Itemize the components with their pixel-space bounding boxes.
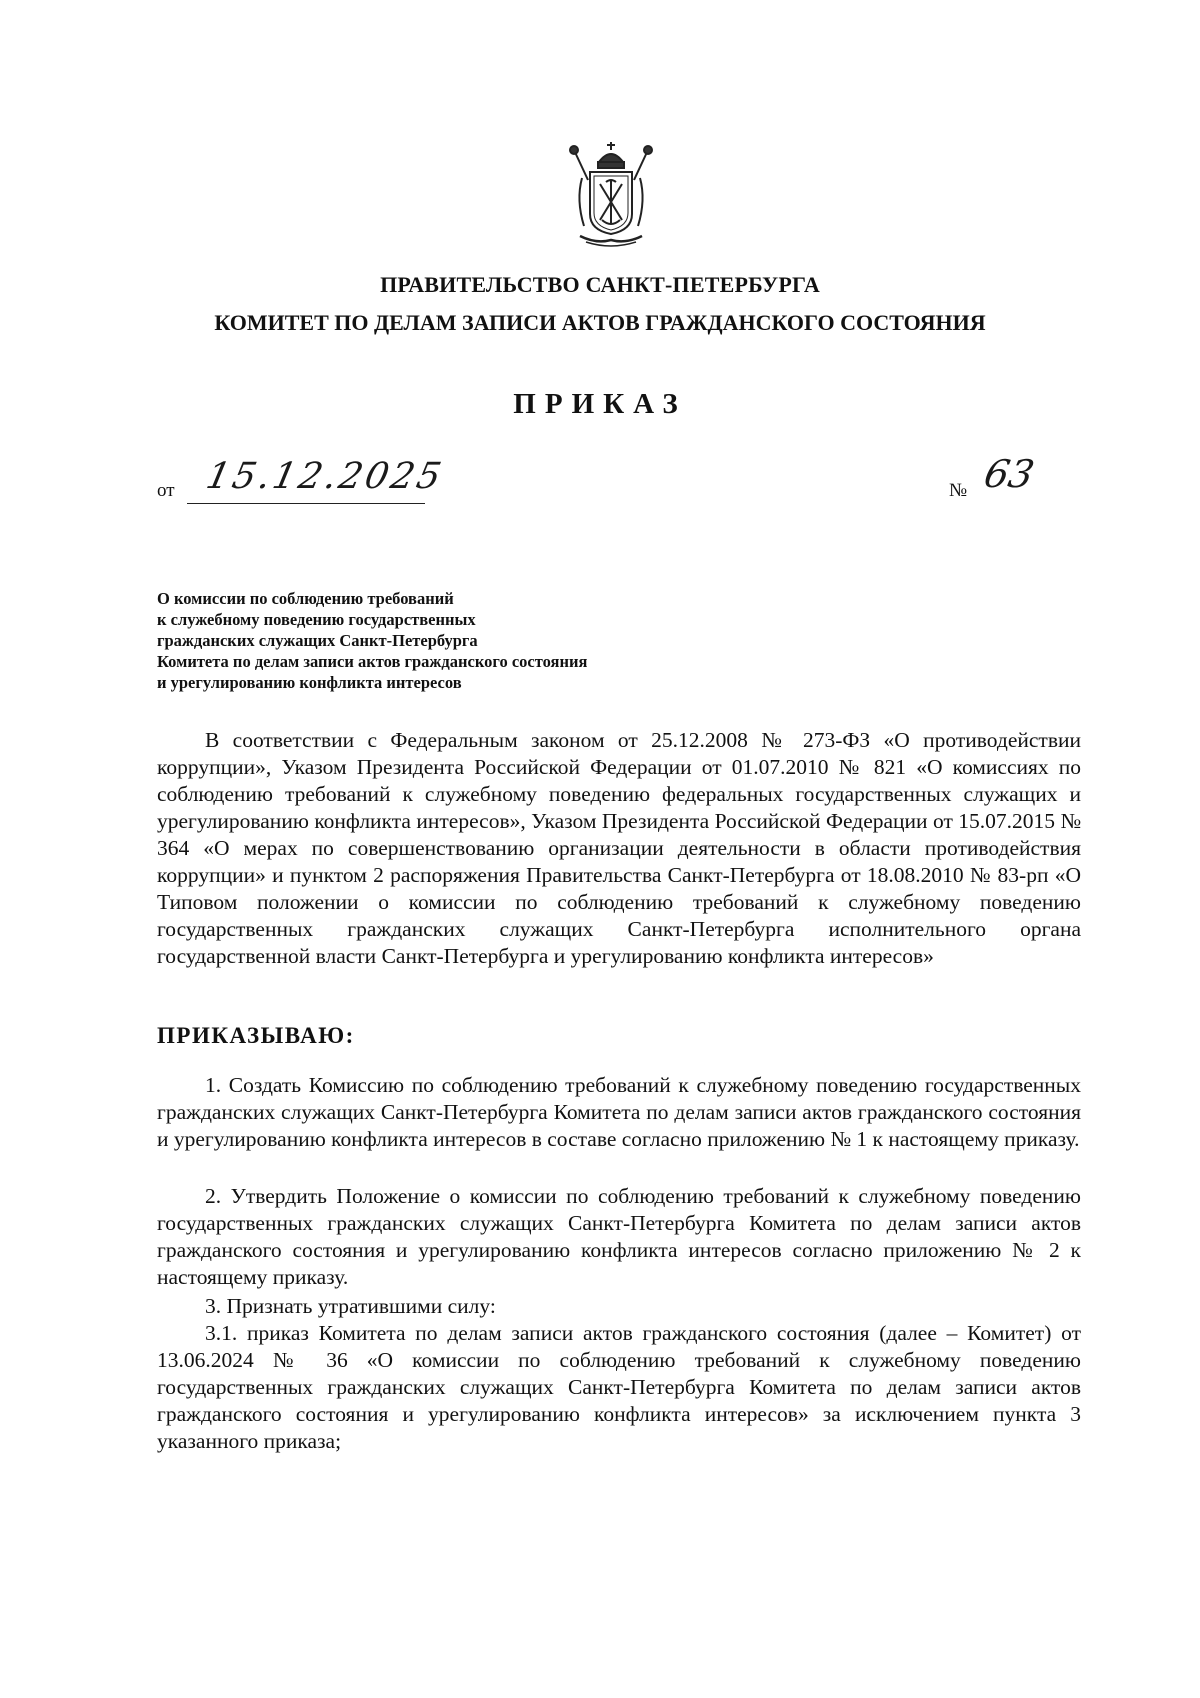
order-item-2: 2. Утвердить Положение о комиссии по соблюдению требований к служебному поведению государственных гражданских служащих Санкт-Петербурга Комитета по делам записи актов гражданского состояния и урегулированию конфликта интересов согласно приложению № 2 к настоящему приказу. bbox=[157, 1184, 1081, 1289]
document-type-title: ПРИКАЗ bbox=[513, 388, 687, 420]
order-item-3-1: 3.1. приказ Комитета по делам записи актов гражданского состояния (далее – Комитет) от 13.06.2024 № 36 «О комиссии по соблюдению требований к служебному поведению государственных гражданских служащих Санкт-Петербурга Комитета по делам записи актов гражданского состояния и урегулированию конфликта интересов» за исключением пункта 3 указанного приказа; bbox=[157, 1321, 1081, 1453]
subject-line: гражданских служащих Санкт-Петербурга bbox=[157, 631, 478, 650]
coat-of-arms-icon bbox=[566, 140, 656, 252]
subject-line: Комитета по делам записи актов гражданского состояния bbox=[157, 652, 588, 671]
preamble-paragraph: В соответствии с Федеральным законом от 25.12.2008 № 273-ФЗ «О противодействии коррупции», Указом Президента Российской Федерации от 01.07.2010 № 821 «О комиссиях по соблюдению требований к служебному поведению федеральных государственных служащих и урегулированию конфликта интересов», Указом Президента Российской Федерации от 15.07.2015 № 364 «О мерах по совершенствованию организации деятельности в области противодействия коррупции» и пунктом 2 распоряжения Правительства Санкт-Петербурга от 18.08.2010 № 83-рп «О Типовом положении о комиссии по соблюдению требований к служебному поведению государственных гражданских служащих Санкт-Петербурга исполнительного органа государственной власти Санкт-Петербурга и урегулированию конфликта интересов» bbox=[157, 728, 1081, 968]
subject-line: О комиссии по соблюдению требований bbox=[157, 589, 454, 608]
order-word: ПРИКАЗЫВАЮ: bbox=[157, 1023, 355, 1048]
order-item-1: 1. Создать Комиссию по соблюдению требований к служебному поведению государственных гражданских служащих Санкт-Петербурга Комитета по делам записи актов гражданского состояния и урегулированию конфликта интересов в составе согласно приложению № 1 к настоящему приказу. bbox=[157, 1073, 1081, 1151]
handwritten-number: 63 bbox=[980, 452, 1039, 496]
date-underline bbox=[187, 503, 425, 504]
date-prefix: от bbox=[157, 480, 175, 501]
government-title: ПРАВИТЕЛЬСТВО САНКТ-ПЕТЕРБУРГА bbox=[380, 272, 820, 297]
committee-title: КОМИТЕТ ПО ДЕЛАМ ЗАПИСИ АКТОВ ГРАЖДАНСКОГО СОСТОЯНИЯ bbox=[214, 310, 986, 335]
date-number-row bbox=[157, 452, 1057, 510]
subject-line: и урегулированию конфликта интересов bbox=[157, 673, 462, 692]
subject-line: к служебному поведению государственных bbox=[157, 610, 476, 629]
handwritten-date: 15.12.2025 bbox=[202, 456, 448, 497]
document-subject bbox=[157, 588, 717, 693]
number-prefix: № bbox=[949, 480, 968, 501]
order-item-3: 3. Признать утратившими силу: bbox=[205, 1294, 496, 1318]
